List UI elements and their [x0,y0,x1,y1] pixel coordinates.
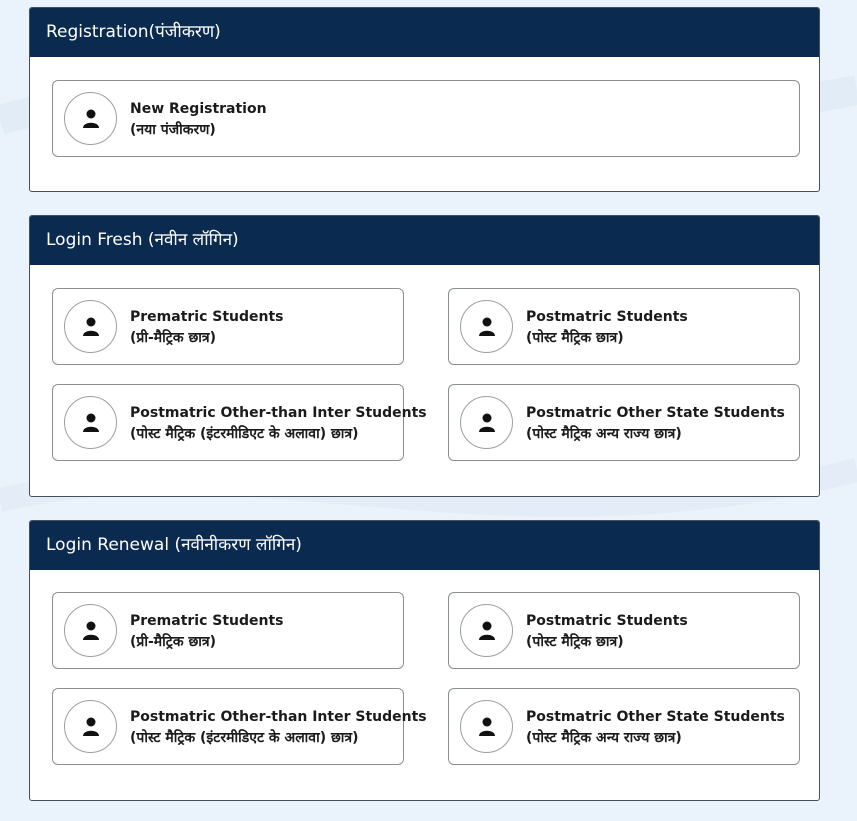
card-label [526,307,688,349]
card-label-hi: (पोस्ट मैट्रिक अन्य राज्य छात्र) [526,426,682,442]
card-label-en: Postmatric Other State Students [526,709,785,725]
user-icon [460,300,513,353]
card-label-en: Postmatric Other-than Inter Students [130,405,427,421]
user-icon [460,700,513,753]
card-label-en: Postmatric Students [526,309,688,325]
card-label-hi: (पोस्ट मैट्रिक (इंटरमीडिएट के अलावा) छात्र) [130,730,359,746]
renewal-postmatric-other-than-inter-card[interactable] [52,688,427,765]
user-icon [64,604,117,657]
card-label [526,707,785,749]
card-label [526,403,785,445]
card-label-en: Prematric Students [130,309,284,325]
card-label [130,611,284,653]
user-icon [64,396,117,449]
fresh-postmatric-other-state-card[interactable] [448,384,800,461]
card-label-hi: (पोस्ट मैट्रिक छात्र) [526,330,624,346]
user-icon [460,604,513,657]
card-label [130,403,427,445]
renewal-postmatric-card[interactable] [448,592,800,669]
fresh-prematric-card[interactable] [52,288,404,365]
card-label-hi: (पोस्ट मैट्रिक (इंटरमीडिएट के अलावा) छात्र) [130,426,359,442]
card-label-hi: (पोस्ट मैट्रिक छात्र) [526,634,624,650]
card-label-hi: (प्री-मैट्रिक छात्र) [130,330,217,346]
fresh-postmatric-other-than-inter-card[interactable] [52,384,427,461]
login-fresh-panel-title: Login Fresh (नवीन लॉगिन) [30,216,819,265]
card-label-hi: (नया पंजीकरण) [130,122,216,138]
fresh-postmatric-card[interactable] [448,288,800,365]
card-label-en: Prematric Students [130,613,284,629]
registration-panel-title: Registration(पंजीकरण) [30,8,819,57]
login-renewal-panel [29,520,820,801]
card-label [130,707,427,749]
card-label [130,307,284,349]
card-label [526,611,688,653]
card-label-en: Postmatric Other-than Inter Students [130,709,427,725]
registration-panel [29,7,820,192]
card-label-en: Postmatric Students [526,613,688,629]
user-icon [460,396,513,449]
user-icon [64,700,117,753]
renewal-postmatric-other-state-card[interactable] [448,688,800,765]
renewal-prematric-card[interactable] [52,592,404,669]
card-label-en: Postmatric Other State Students [526,405,785,421]
new-registration-card[interactable] [52,80,800,157]
card-label-hi: (प्री-मैट्रिक छात्र) [130,634,217,650]
card-label-hi: (पोस्ट मैट्रिक अन्य राज्य छात्र) [526,730,682,746]
card-label [130,99,267,141]
user-icon [64,300,117,353]
login-renewal-panel-title: Login Renewal (नवीनीकरण लॉगिन) [30,521,819,570]
login-fresh-panel [29,215,820,497]
card-label-en: New Registration [130,101,267,117]
user-icon [64,92,117,145]
